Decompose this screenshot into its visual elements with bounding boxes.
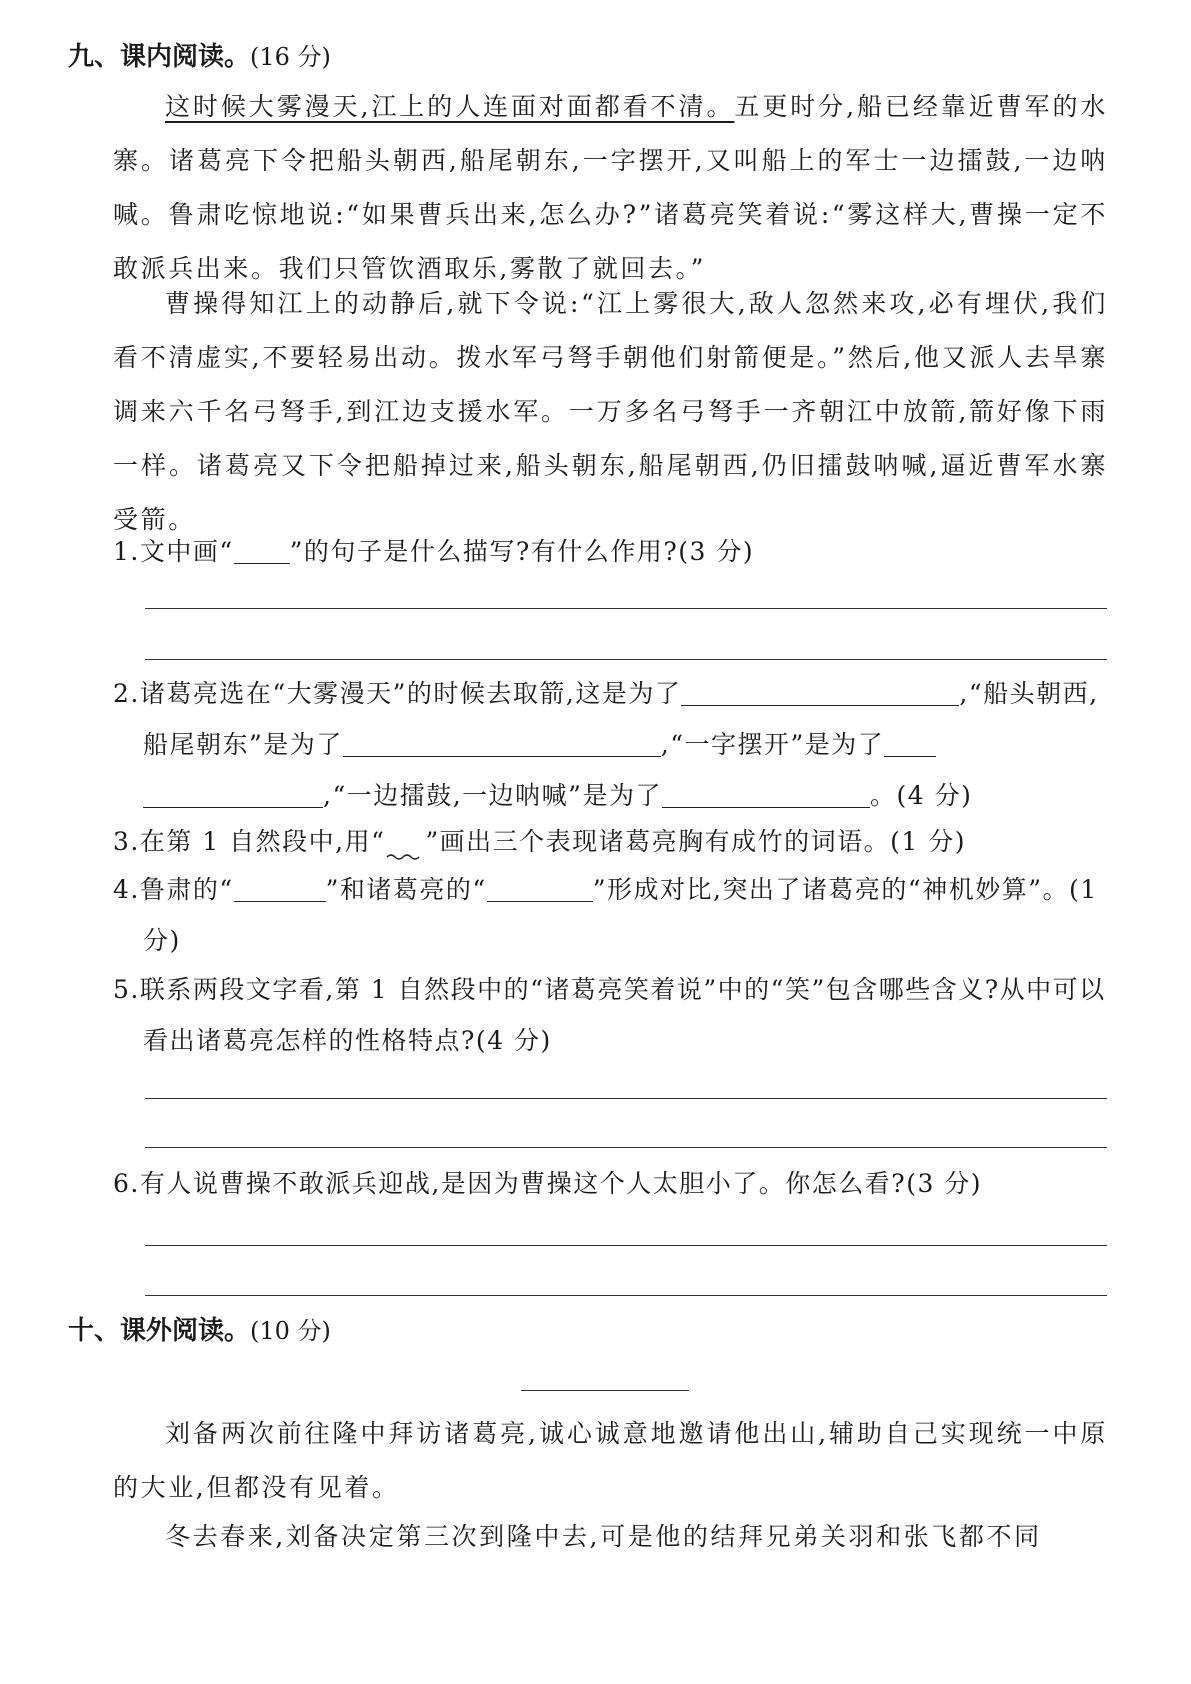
question-4-blank-1[interactable] [234, 869, 326, 902]
question-6 [113, 1158, 1108, 1210]
question-1-text-b: ”的句子是什么描写?有什么作用?(3 分) [289, 537, 755, 566]
answer-line-5b[interactable] [145, 1147, 1107, 1148]
underline-sample [234, 531, 290, 564]
question-4-text-b: ”和诸葛亮的“ [325, 875, 487, 904]
answer-line-6a[interactable] [145, 1245, 1107, 1246]
section-9-title [68, 40, 331, 74]
underlined-sentence: 这时候大雾漫天,江上的人连面对面都看不清。 [165, 92, 735, 121]
question-2-blank-2[interactable] [343, 724, 661, 757]
passage-paragraph-2: 曹操得知江上的动静后,就下令说:“江上雾很大,敌人忽然来攻,必有埋伏,我们看不清虚实,不要轻易出动。拨水军弓弩手朝他们射箭便是。”然后,他又派人去旱寨调来六千名弓弩手,到江边支援水军。一万多名弓弩手一齐朝江中放箭,箭好像下雨一样。诸葛亮又下令把船掉过来,船头朝东,船尾朝西,仍旧擂鼓呐喊,逼近曹军水寨受箭。 [113, 289, 1108, 534]
paragraph-1-rest: 五更时分,船已经靠近曹军的水寨。诸葛亮下令把船头朝西,船尾朝东,一字摆开,又叫船上的军士一边擂鼓,一边呐喊。鲁肃吃惊地说:“如果曹兵出来,怎么办?”诸葛亮笑着说:“雾这样大,曹操一定不敢派兵出来。我们只管饮酒取乐,雾散了就回去。” [113, 92, 1108, 283]
section-9-heading: 九、课内阅读。 [68, 42, 251, 72]
section-9-score: (16 分) [250, 43, 331, 71]
section-10-score: (10 分) [250, 1317, 331, 1345]
question-4-text-a: 4.鲁肃的“ [113, 875, 234, 904]
question-3-text-b: ”画出三个表现诸葛亮胸有成竹的词语。(1 分) [425, 827, 967, 856]
answer-line-6b[interactable] [145, 1295, 1107, 1296]
section-10-heading: 十、课外阅读。 [68, 1316, 251, 1346]
section-10-title [68, 1314, 331, 1348]
question-4 [113, 864, 1108, 966]
question-2-text-c: ,“一字摆开”是为了 [660, 730, 885, 759]
outside-passage-paragraph-1: 刘备两次前往隆中拜访诸葛亮,诚心诚意地邀请他出山,辅助自己实现统一中原的大业,但都没有见着。 [113, 1419, 1108, 1502]
question-1 [113, 526, 1108, 578]
question-5-text: 5.联系两段文字看,第 1 自然段中的“诸葛亮笑着说”中的“笑”包含哪些含义?从中可以看出诸葛亮怎样的性格特点?(4 分) [113, 975, 1106, 1055]
question-4-blank-2[interactable] [487, 869, 593, 902]
question-4-text-c: ”形成对比,突出了诸葛亮的“神机妙算”。(1 分) [143, 875, 1098, 955]
answer-line-1a[interactable] [145, 608, 1107, 609]
answer-line-1b[interactable] [145, 659, 1107, 660]
question-5 [113, 964, 1108, 1066]
question-2-blank-1[interactable] [681, 673, 959, 706]
outside-passage-paragraph-2: 冬去春来,刘备决定第三次到隆中去,可是他的结拜兄弟关羽和张飞都不同 [165, 1522, 1042, 1551]
question-2-text-a: 2.诸葛亮选在“大雾漫天”的时候去取箭,这是为了 [113, 679, 682, 708]
question-2 [113, 668, 1108, 821]
question-1-text-a: 1.文中画“ [113, 537, 234, 566]
question-2-blank-4[interactable] [662, 775, 870, 808]
passage-paragraph-1 [113, 80, 1108, 296]
wavy-line-icon [385, 832, 425, 862]
question-2-blank-3b[interactable] [143, 775, 323, 808]
question-2-text-b: ,“船头朝西,船尾朝东”是为了 [143, 679, 1099, 759]
question-2-text-e: 。(4 分) [869, 781, 973, 810]
question-2-blank-3a[interactable] [884, 724, 936, 757]
question-3 [113, 816, 1108, 868]
answer-line-5a[interactable] [145, 1098, 1107, 1099]
passage-title-blank[interactable] [521, 1390, 689, 1391]
question-3-text-a: 3.在第 1 自然段中,用“ [113, 827, 386, 856]
question-6-text: 6.有人说曹操不敢派兵迎战,是因为曹操这个人太胆小了。你怎么看?(3 分) [113, 1169, 983, 1198]
question-2-text-d: ,“一边擂鼓,一边呐喊”是为了 [323, 781, 662, 810]
